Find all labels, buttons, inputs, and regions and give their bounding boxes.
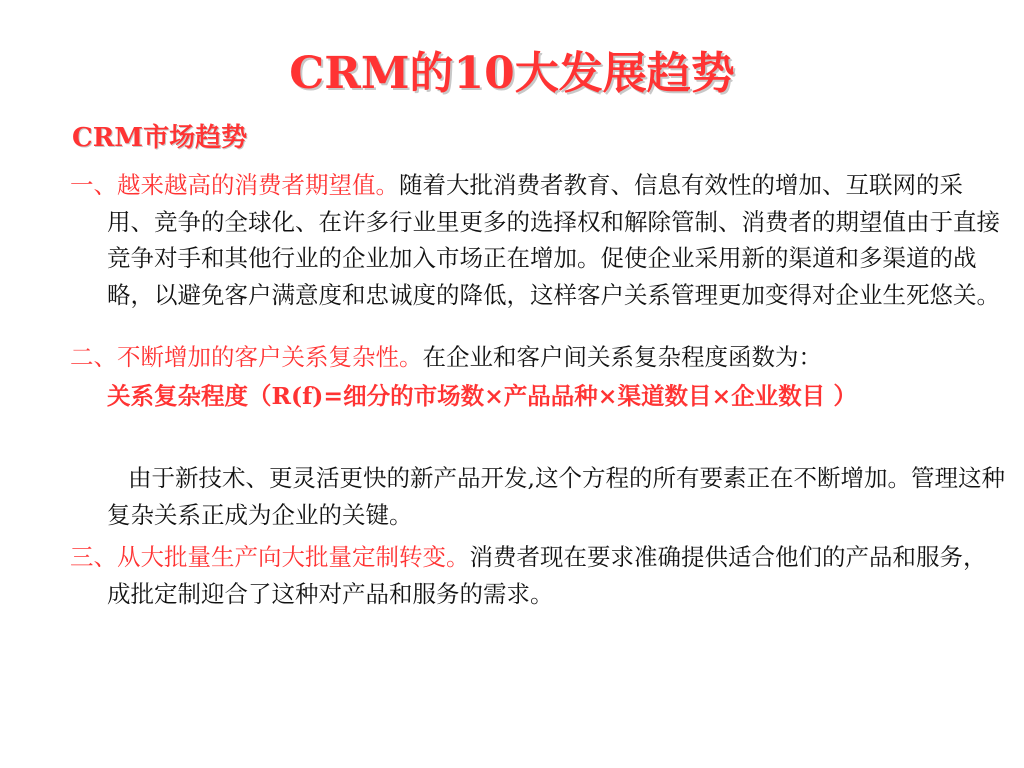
trend-item-3 xyxy=(70,539,1007,612)
trend-item-2-body: 在企业和客户间关系复杂程度函数为： xyxy=(422,343,822,371)
complexity-formula: 关系复杂程度（R(f)=细分的市场数×产品品种×渠道数目×企业数目 ） xyxy=(107,382,857,410)
trend-item-1-lead: 一、越来越高的消费者期望值。 xyxy=(70,171,399,199)
trend-item-2-lead: 二、不断增加的客户关系复杂性。 xyxy=(70,343,423,371)
slide-title: CRM的10大发展趋势 xyxy=(289,48,735,99)
trend-item-2-note xyxy=(70,460,1007,533)
section-subtitle: CRM市场趋势 xyxy=(72,123,248,153)
trend-item-1-body: 随着大批消费者教育、信息有效性的增加、互联网的采用、竞争的全球化、在许多行业里更多的选择权和解除管制、消费者的期望值由于直接竞争对手和其他行业的企业加入市场正在增加。促使企业采用新的渠道和多渠道的战略，以避免客户满意度和忠诚度的降低，这样客户关系管理更加变得对企业生死悠关。 xyxy=(107,171,1000,309)
trend-item-3-lead: 三、从大批量生产向大批量定制转变。 xyxy=(70,543,470,571)
trend-item-1 xyxy=(70,167,1007,313)
trend-item-2-note-text: 由于新技术、更灵活更快的新产品开发,这个方程的所有要素正在不断增加。管理这种复杂关系正成为企业的关键。 xyxy=(107,464,1005,529)
trend-item-3-body: 消费者现在要求准确提供适合他们的产品和服务，成批定制迎合了这种对产品和服务的需求。 xyxy=(107,543,987,608)
trend-item-2 xyxy=(70,339,1007,376)
